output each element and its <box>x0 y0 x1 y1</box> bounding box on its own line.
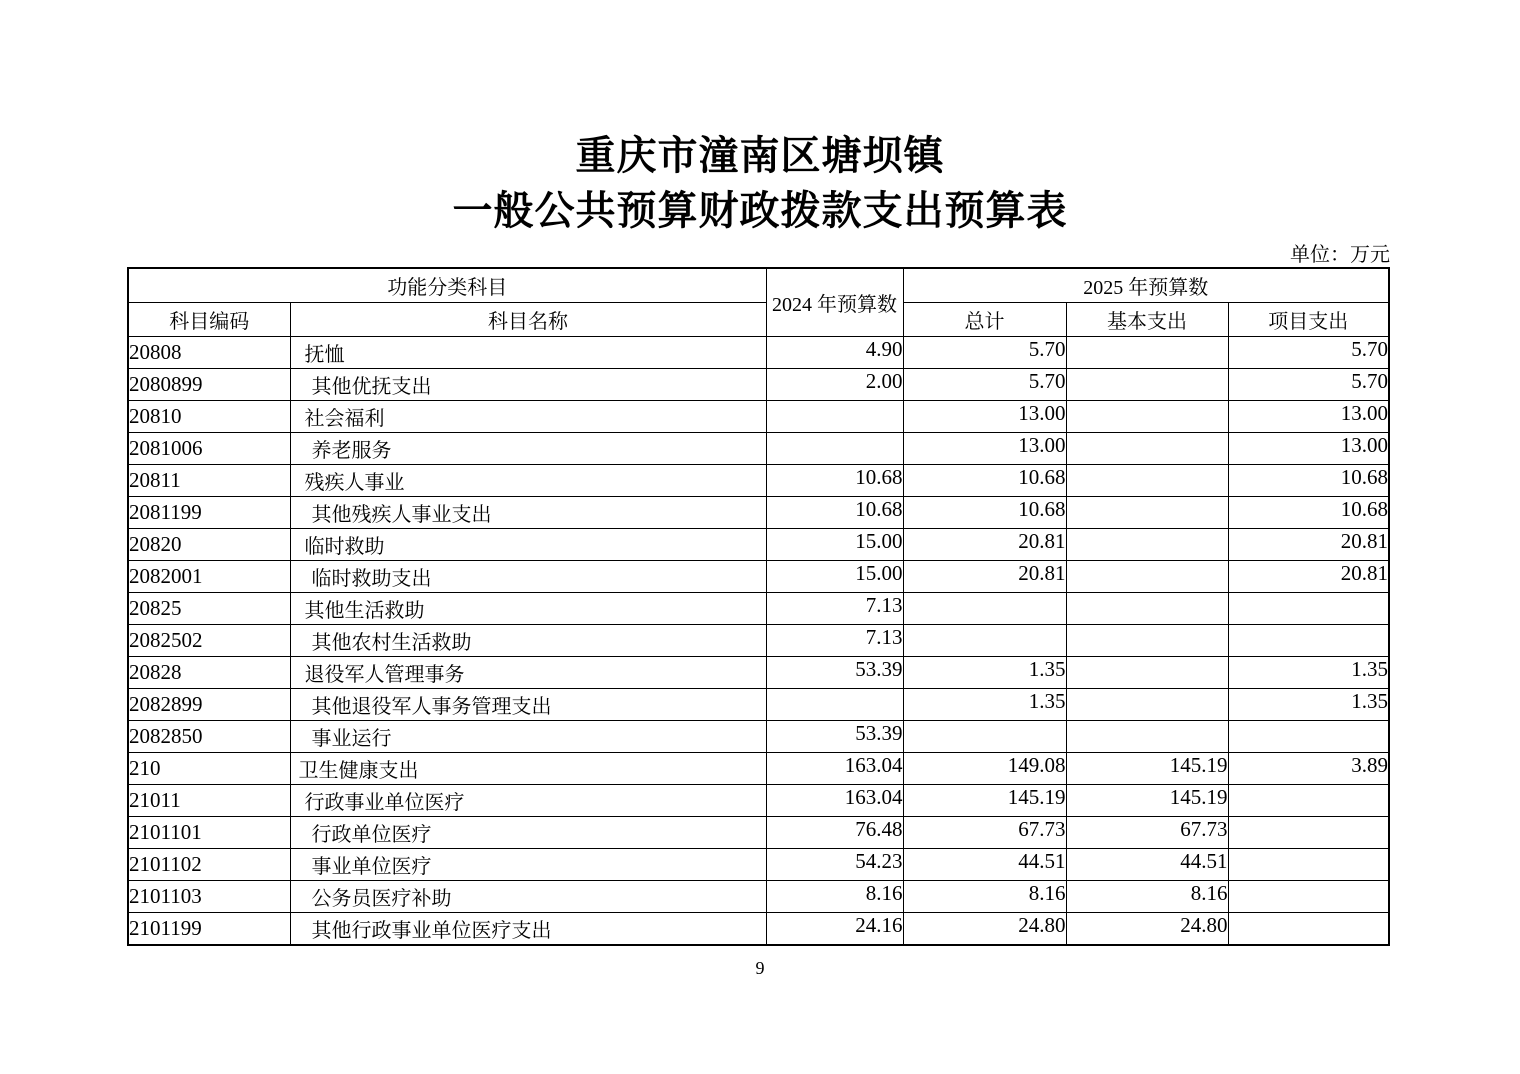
cell-2024-budget: 10.68 <box>766 497 903 529</box>
cell-2024-budget: 53.39 <box>766 721 903 753</box>
cell-2025-project: 20.81 <box>1228 529 1389 561</box>
cell-subject-name: 养老服务 <box>290 433 766 465</box>
cell-2025-basic <box>1066 369 1228 401</box>
cell-2024-budget: 15.00 <box>766 561 903 593</box>
table-body <box>128 337 1389 946</box>
cell-2024-budget <box>766 401 903 433</box>
cell-2024-budget: 163.04 <box>766 753 903 785</box>
cell-subject-code: 20820 <box>128 529 290 561</box>
cell-subject-code: 2082001 <box>128 561 290 593</box>
header-subject-name: 科目名称 <box>290 303 766 337</box>
cell-2024-budget: 53.39 <box>766 657 903 689</box>
table-row <box>128 369 1389 401</box>
cell-subject-name: 临时救助支出 <box>290 561 766 593</box>
cell-subject-code: 20811 <box>128 465 290 497</box>
cell-2025-basic <box>1066 401 1228 433</box>
cell-2024-budget: 2.00 <box>766 369 903 401</box>
cell-subject-code: 2081006 <box>128 433 290 465</box>
cell-2025-total: 149.08 <box>903 753 1066 785</box>
cell-subject-code: 20828 <box>128 657 290 689</box>
cell-2025-total: 13.00 <box>903 433 1066 465</box>
cell-2024-budget <box>766 433 903 465</box>
cell-2025-total: 10.68 <box>903 497 1066 529</box>
cell-2025-total: 20.81 <box>903 561 1066 593</box>
cell-2025-total: 1.35 <box>903 657 1066 689</box>
cell-2025-project <box>1228 817 1389 849</box>
table-row <box>128 593 1389 625</box>
cell-2025-total: 1.35 <box>903 689 1066 721</box>
cell-2025-project: 13.00 <box>1228 401 1389 433</box>
cell-subject-name: 社会福利 <box>290 401 766 433</box>
cell-subject-name: 其他退役军人事务管理支出 <box>290 689 766 721</box>
cell-2025-project <box>1228 593 1389 625</box>
cell-subject-code: 20810 <box>128 401 290 433</box>
cell-subject-code: 210 <box>128 753 290 785</box>
cell-subject-name: 事业运行 <box>290 721 766 753</box>
header-2024-budget: 2024 年预算数 <box>766 268 903 337</box>
cell-2025-basic <box>1066 561 1228 593</box>
cell-2024-budget: 24.16 <box>766 913 903 946</box>
cell-2025-project: 10.68 <box>1228 497 1389 529</box>
cell-subject-code: 2101102 <box>128 849 290 881</box>
cell-2025-project <box>1228 913 1389 946</box>
cell-2024-budget: 15.00 <box>766 529 903 561</box>
cell-subject-code: 2101103 <box>128 881 290 913</box>
table-row <box>128 817 1389 849</box>
header-total: 总计 <box>903 303 1066 337</box>
table-row <box>128 337 1389 369</box>
cell-2025-basic <box>1066 593 1228 625</box>
cell-2025-basic <box>1066 529 1228 561</box>
document-title-line2: 一般公共预算财政拨款支出预算表 <box>452 188 1068 233</box>
table-row <box>128 433 1389 465</box>
cell-subject-code: 2101199 <box>128 913 290 946</box>
cell-2025-project: 1.35 <box>1228 689 1389 721</box>
table-header <box>128 268 1389 337</box>
cell-2025-total: 44.51 <box>903 849 1066 881</box>
table-row <box>128 785 1389 817</box>
cell-2025-basic <box>1066 657 1228 689</box>
cell-2025-total: 10.68 <box>903 465 1066 497</box>
cell-2025-total <box>903 593 1066 625</box>
cell-2025-project: 5.70 <box>1228 369 1389 401</box>
cell-2025-basic: 67.73 <box>1066 817 1228 849</box>
table-row <box>128 721 1389 753</box>
cell-subject-name: 其他优抚支出 <box>290 369 766 401</box>
cell-subject-code: 2101101 <box>128 817 290 849</box>
cell-subject-code: 20825 <box>128 593 290 625</box>
table-row <box>128 465 1389 497</box>
table-row <box>128 561 1389 593</box>
document-title-line1: 重庆市潼南区塘坝镇 <box>575 133 945 178</box>
cell-subject-name: 抚恤 <box>290 337 766 369</box>
header-2025-budget-group: 2025 年预算数 <box>903 268 1389 303</box>
cell-2025-total: 67.73 <box>903 817 1066 849</box>
cell-2025-basic <box>1066 625 1228 657</box>
cell-2025-basic: 145.19 <box>1066 785 1228 817</box>
table-row <box>128 689 1389 721</box>
cell-subject-name: 其他行政事业单位医疗支出 <box>290 913 766 946</box>
cell-subject-name: 临时救助 <box>290 529 766 561</box>
header-project-expenditure: 项目支出 <box>1228 303 1389 337</box>
cell-2025-project: 20.81 <box>1228 561 1389 593</box>
cell-2025-total: 20.81 <box>903 529 1066 561</box>
table-row <box>128 401 1389 433</box>
cell-2025-project: 13.00 <box>1228 433 1389 465</box>
unit-note: 单位：万元 <box>1290 244 1390 266</box>
cell-2025-total: 8.16 <box>903 881 1066 913</box>
cell-2024-budget: 76.48 <box>766 817 903 849</box>
cell-2025-basic <box>1066 337 1228 369</box>
cell-2025-total: 24.80 <box>903 913 1066 946</box>
cell-2025-project: 10.68 <box>1228 465 1389 497</box>
cell-subject-code: 20808 <box>128 337 290 369</box>
cell-2025-total: 5.70 <box>903 337 1066 369</box>
table-row <box>128 913 1389 946</box>
cell-subject-code: 2080899 <box>128 369 290 401</box>
cell-2025-project <box>1228 721 1389 753</box>
cell-2025-basic <box>1066 497 1228 529</box>
table-row <box>128 625 1389 657</box>
cell-2025-basic: 44.51 <box>1066 849 1228 881</box>
cell-2025-basic <box>1066 465 1228 497</box>
cell-subject-name: 其他生活救助 <box>290 593 766 625</box>
document-title-block <box>0 128 1520 238</box>
cell-subject-name: 事业单位医疗 <box>290 849 766 881</box>
cell-2025-project <box>1228 625 1389 657</box>
header-subject-code: 科目编码 <box>128 303 290 337</box>
cell-2024-budget: 163.04 <box>766 785 903 817</box>
header-basic-expenditure: 基本支出 <box>1066 303 1228 337</box>
cell-2025-basic <box>1066 433 1228 465</box>
cell-2024-budget <box>766 689 903 721</box>
cell-2025-project <box>1228 785 1389 817</box>
cell-2025-project: 5.70 <box>1228 337 1389 369</box>
cell-2025-total: 5.70 <box>903 369 1066 401</box>
cell-2025-basic: 145.19 <box>1066 753 1228 785</box>
cell-subject-name: 其他农村生活救助 <box>290 625 766 657</box>
cell-subject-name: 行政事业单位医疗 <box>290 785 766 817</box>
cell-2024-budget: 54.23 <box>766 849 903 881</box>
table-row <box>128 657 1389 689</box>
cell-2025-total: 13.00 <box>903 401 1066 433</box>
cell-2025-project: 3.89 <box>1228 753 1389 785</box>
cell-2025-basic: 8.16 <box>1066 881 1228 913</box>
cell-subject-name: 残疾人事业 <box>290 465 766 497</box>
cell-subject-code: 2082502 <box>128 625 290 657</box>
cell-2024-budget: 8.16 <box>766 881 903 913</box>
cell-2025-basic: 24.80 <box>1066 913 1228 946</box>
cell-subject-code: 2081199 <box>128 497 290 529</box>
cell-2024-budget: 10.68 <box>766 465 903 497</box>
header-row-1 <box>128 268 1389 303</box>
cell-2024-budget: 4.90 <box>766 337 903 369</box>
cell-subject-name: 卫生健康支出 <box>290 753 766 785</box>
cell-subject-name: 行政单位医疗 <box>290 817 766 849</box>
cell-2025-total: 145.19 <box>903 785 1066 817</box>
table-row <box>128 849 1389 881</box>
cell-2025-basic <box>1066 721 1228 753</box>
cell-2025-total <box>903 625 1066 657</box>
cell-2024-budget: 7.13 <box>766 625 903 657</box>
header-function-category: 功能分类科目 <box>128 268 766 303</box>
cell-2025-project: 1.35 <box>1228 657 1389 689</box>
table-row <box>128 497 1389 529</box>
cell-2025-project <box>1228 881 1389 913</box>
cell-subject-code: 21011 <box>128 785 290 817</box>
cell-2024-budget: 7.13 <box>766 593 903 625</box>
page-number: 9 <box>755 958 765 978</box>
table-row <box>128 753 1389 785</box>
cell-subject-code: 2082850 <box>128 721 290 753</box>
cell-2025-total <box>903 721 1066 753</box>
cell-subject-name: 公务员医疗补助 <box>290 881 766 913</box>
cell-subject-name: 退役军人管理事务 <box>290 657 766 689</box>
header-row-2 <box>128 303 1389 337</box>
cell-2025-basic <box>1066 689 1228 721</box>
table-row <box>128 529 1389 561</box>
cell-subject-name: 其他残疾人事业支出 <box>290 497 766 529</box>
cell-subject-code: 2082899 <box>128 689 290 721</box>
budget-table <box>127 267 1390 946</box>
table-row <box>128 881 1389 913</box>
cell-2025-project <box>1228 849 1389 881</box>
